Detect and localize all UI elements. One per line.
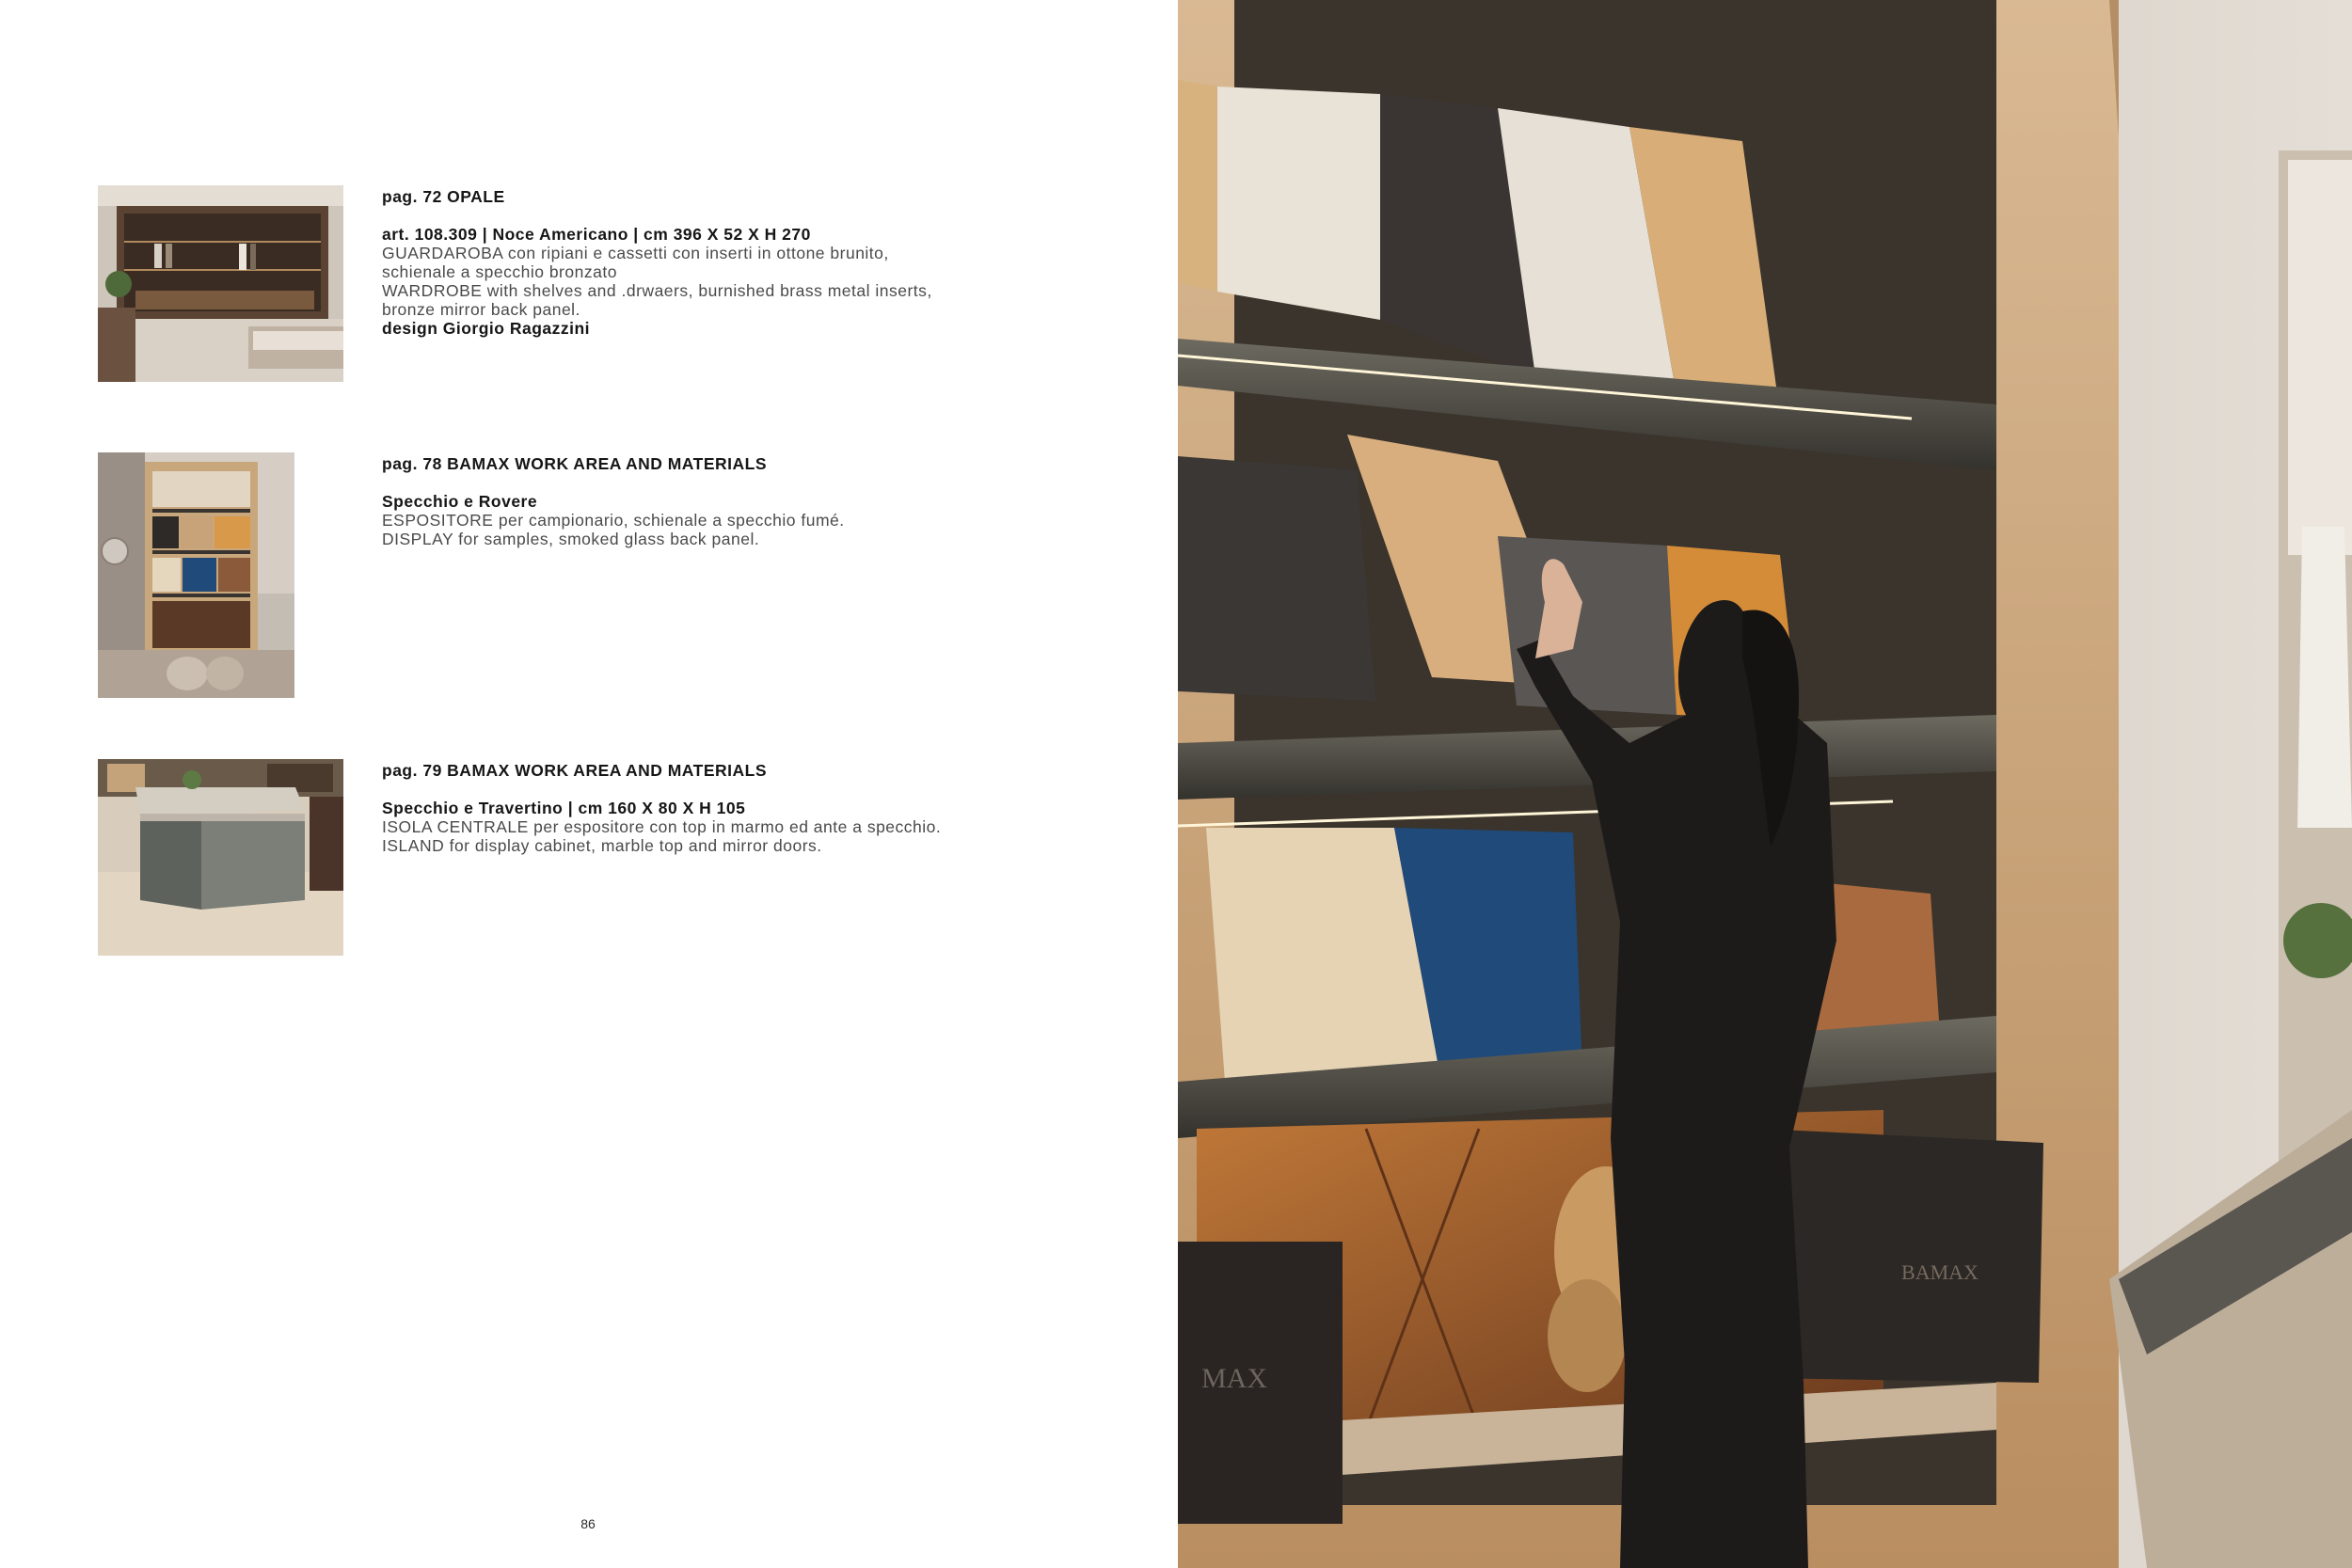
description-line: DISPLAY for samples, smoked glass back panel. bbox=[382, 530, 760, 548]
entry-text bbox=[382, 454, 1041, 548]
designer-credit: design Giorgio Ragazzini bbox=[382, 319, 591, 338]
island-thumbnail bbox=[98, 759, 343, 956]
showroom-scene bbox=[1178, 0, 2352, 1568]
box-logo-partial: MAX bbox=[1200, 1363, 1268, 1394]
sample-display-thumbnail bbox=[98, 452, 294, 698]
description-line: WARDROBE with shelves and .drwaers, burnished brass metal inserts, bbox=[382, 281, 932, 300]
hero-photo bbox=[1178, 0, 2352, 1568]
description-line: GUARDAROBA con ripiani e cassetti con inserti in ottone brunito, bbox=[382, 244, 889, 262]
box-logo: BAMAX bbox=[1901, 1260, 1979, 1284]
article-spec: Specchio e Rovere bbox=[382, 492, 538, 511]
description-line: ISLAND for display cabinet, marble top and mirror doors. bbox=[382, 836, 822, 855]
description-line: schienale a specchio bronzato bbox=[382, 262, 617, 281]
entry-text bbox=[382, 187, 1041, 338]
page-reference: pag. 79 BAMAX WORK AREA AND MATERIALS bbox=[382, 761, 768, 780]
page-reference: pag. 72 OPALE bbox=[382, 187, 505, 206]
wardrobe-thumbnail bbox=[98, 185, 343, 382]
sample-box-right bbox=[1761, 1129, 2043, 1383]
article-spec: Specchio e Travertino | cm 160 X 80 X H 105 bbox=[382, 799, 746, 817]
page-number: 86 bbox=[580, 1516, 596, 1531]
article-spec: art. 108.309 | Noce Americano | cm 396 X 52 X H 270 bbox=[382, 225, 811, 244]
description-line: ISOLA CENTRALE per espositore con top in marmo ed ante a specchio. bbox=[382, 817, 942, 836]
description-line: bronze mirror back panel. bbox=[382, 300, 580, 319]
description-line: ESPOSITORE per campionario, schienale a specchio fumé. bbox=[382, 511, 845, 530]
page-reference: pag. 78 BAMAX WORK AREA AND MATERIALS bbox=[382, 454, 768, 473]
entry-text bbox=[382, 761, 1041, 855]
